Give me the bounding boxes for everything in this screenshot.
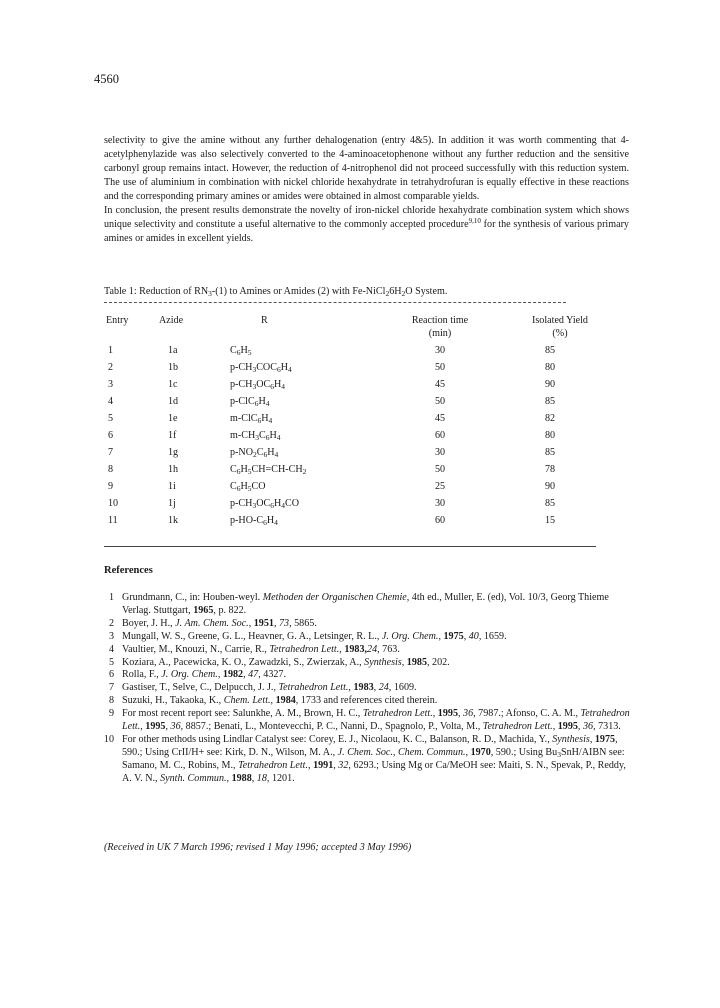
cell-entry: 4	[108, 396, 114, 407]
cell-azide: 1b	[168, 362, 179, 373]
cell-r-group: $p-NO_2C_6H_4$	[230, 447, 279, 459]
cell-azide: 1i	[168, 481, 176, 492]
received-note: (Received in UK 7 March 1996; revised 1 May 1996; accepted 3 May 1996)	[104, 842, 412, 853]
cell-r-group: $p-ClC_6H_4$	[230, 396, 270, 408]
table-row	[0, 393, 720, 410]
reference-item: 7 Gastiser, T., Selve, C., Delpucch, J. J., Tetrahedron Lett., 1983, 24, 1609.	[102, 682, 632, 695]
reference-item: 5 Koziara, A., Pacewicka, K. O., Zawadzki, S., Zwierzak, A., Synthesis, 1985, 202.	[102, 657, 632, 670]
cell-reaction-time: 60	[434, 430, 446, 441]
body-paragraph: In conclusion, the present results demonstrate the novelty of iron-nickel chloride hexahydrate combination system which shows unique selectivity and constitute a useful alternative to the commonly accepted procedure$^{9,10}$ for the synthesis of various primary amines or amides in excellent yields.	[104, 205, 629, 244]
header-r: R	[261, 315, 268, 326]
cell-r-group: $C_6H_5$	[230, 345, 252, 357]
body-text	[104, 134, 629, 246]
page-number: 4560	[94, 72, 119, 86]
cell-azide: 1a	[168, 345, 178, 356]
table-row	[0, 359, 720, 376]
cell-reaction-time: 50	[434, 396, 446, 407]
reference-number: 6	[108, 669, 114, 681]
reference-number: 7	[108, 682, 114, 694]
table-row	[0, 376, 720, 393]
cell-yield: 15	[544, 515, 556, 526]
cell-azide: 1d	[168, 396, 179, 407]
reference-number: 10	[103, 733, 114, 745]
cell-yield: 90	[544, 481, 556, 492]
cell-yield: 78	[544, 464, 556, 475]
reference-number: 4	[108, 643, 114, 655]
cell-azide: 1k	[168, 515, 179, 526]
cell-azide: 1j	[168, 498, 176, 509]
reference-number: 5	[108, 656, 114, 668]
reference-number: 2	[108, 617, 114, 629]
reference-number: 3	[108, 630, 114, 642]
cell-azide: 1c	[168, 379, 178, 390]
reference-item: 10 For other methods using Lindlar Catalyst see: Corey, E. J., Nicolaou, K. C., Balanson, R. D., Machida, Y., Synthesis, 1975, 590.; Using CrII/H+ see: Kirk, D. N., Wilson, M. A., J. Chem. Soc., Chem. Commun., 1970, 590.; Using $Bu_3SnH$/AIBN see: Samano, M. C., Robins, M., Tetrahedron Lett., 1991, 32, 6293.; Using Mg or Ca/MeOH see: Maiti, S. N., Spevak, P., Reddy, A. V. N., Synth. Commun., 1988, 18, 1201.	[103, 733, 626, 784]
cell-entry: 5	[108, 413, 114, 424]
cell-r-group: $m-ClC_6H_4$	[230, 413, 273, 425]
reference-item: 9 For most recent report see: Salunkhe, A. M., Brown, H. C., Tetrahedron Lett., 1995, 36, 7987.; Afonso, C. A. M., Tetrahedron Lett., 1995, 36, 8857.; Benati, L., Montevecchi, P. C., Nanni, D., Spagnolo, P., Volta, M., Tetrahedron Lett., 1995, 36, 7313.	[102, 708, 632, 734]
cell-reaction-time: 30	[434, 345, 446, 356]
cell-r-group: $C_6H_5CH=CH-CH_2$	[230, 464, 307, 476]
cell-r-group: $p-HO-C_6H_4$	[230, 515, 278, 527]
table-row	[0, 461, 720, 478]
cell-reaction-time: 50	[434, 464, 446, 475]
reference-item: 6 Rolla, F., J. Org. Chem., 1982, 47, 4327.	[102, 669, 632, 682]
header-entry: Entry	[106, 315, 129, 326]
reference-number: 9	[108, 708, 114, 720]
cell-reaction-time: 45	[434, 413, 446, 424]
cell-yield: 80	[544, 362, 556, 373]
cell-yield: 85	[544, 345, 556, 356]
cell-entry: 3	[108, 379, 114, 390]
table-row	[0, 478, 720, 495]
cell-azide: 1h	[168, 464, 179, 475]
reference-number: 8	[108, 695, 114, 707]
table-row	[0, 427, 720, 444]
cell-azide: 1g	[168, 447, 179, 458]
cell-entry: 1	[108, 345, 114, 356]
cell-entry: 9	[108, 481, 114, 492]
reference-item: 2 Boyer, J. H., J. Am. Chem. Soc., 1951, 73, 5865.	[102, 618, 632, 631]
cell-yield: 90	[544, 379, 556, 390]
reference-item: 4 Vaultier, M., Knouzi, N., Carrie, R., Tetrahedron Lett., 1983,24, 763.	[102, 644, 632, 657]
reference-number: 1	[108, 592, 114, 603]
cell-reaction-time: 45	[434, 379, 446, 390]
reference-item: 8 Suzuki, H., Takaoka, K., Chem. Lett., 1984, 1733 and references cited therein.	[102, 695, 632, 708]
cell-r-group: $m-CH_3C_6H_4$	[230, 430, 281, 442]
reference-item: 3 Mungall, W. S., Greene, G. L., Heavner, G. A., Letsinger, R. L., J. Org. Chem., 1975, 40, 1659.	[102, 631, 632, 644]
cell-yield: 82	[544, 413, 556, 424]
table-bottom-rule	[104, 546, 596, 547]
cell-reaction-time: 60	[434, 515, 446, 526]
cell-yield: 85	[544, 396, 556, 407]
cell-reaction-time: 25	[434, 481, 446, 492]
cell-r-group: $p-CH_3COC_6H_4$	[230, 362, 292, 374]
cell-entry: 7	[108, 447, 114, 458]
references-heading: References	[104, 565, 153, 576]
body-paragraph: selectivity to give the amine without any further dehalogenation (entry 4&5). In addition it was worth commenting that 4-acetylphenylazide was also selectively converted to the 4-aminoacetophenone without any further reduction and the sensitive carbonyl group remains intact. However, the reduction of 4-nitrophenol did not proceed successfully with this reduction system. The use of aluminium in combination with nickel chloride hexahydrate in tetrahydrofuran is equally effective in these reactions and the corresponding primary amines or amides were obtained in almost comparable yields.	[104, 135, 629, 202]
cell-yield: 85	[544, 447, 556, 458]
cell-entry: 10	[108, 498, 119, 509]
header-azide: Azide	[159, 315, 184, 326]
references-list	[102, 592, 632, 786]
citation-superscript: 9,10	[468, 217, 481, 225]
cell-entry: 8	[108, 464, 114, 475]
cell-entry: 2	[108, 362, 114, 373]
table-header	[0, 314, 720, 342]
cell-entry: 6	[108, 430, 114, 441]
table-caption: Table 1: Reduction of $RN_3-(1)$ to Amines or Amides (2) with $Fe-NiCl_26H_2O$ System.	[104, 286, 448, 298]
table-row	[0, 512, 720, 529]
cell-reaction-time: 50	[434, 362, 446, 373]
cell-r-group: $C_6H_5CO$	[230, 481, 266, 493]
cell-reaction-time: 30	[434, 447, 446, 458]
cell-entry: 11	[108, 515, 118, 526]
table-row	[0, 410, 720, 427]
table-row	[0, 342, 720, 359]
table-row	[0, 495, 720, 512]
reference-item: 1 Grundmann, C., in: Houben-weyl. Methoden der Organischen Chemie, 4th ed., Muller, E. (ed), Vol. 10/3, Georg Thieme Verlag. Stuttgart, 1965, p. 822.	[102, 592, 632, 618]
header-isolated-yield: Isolated Yield (%)	[532, 315, 588, 339]
table-body	[0, 342, 720, 537]
cell-yield: 80	[544, 430, 556, 441]
cell-reaction-time: 30	[434, 498, 446, 509]
cell-r-group: $p-CH_3OC_6H_4$	[230, 379, 286, 391]
table-top-rule	[104, 302, 566, 303]
cell-azide: 1e	[168, 413, 178, 424]
cell-r-group: $p-CH_3OC_6H_4CO$	[230, 498, 300, 510]
cell-azide: 1f	[168, 430, 177, 441]
table-row	[0, 444, 720, 461]
cell-yield: 85	[544, 498, 556, 509]
header-reaction-time: Reaction time (min)	[411, 315, 469, 339]
